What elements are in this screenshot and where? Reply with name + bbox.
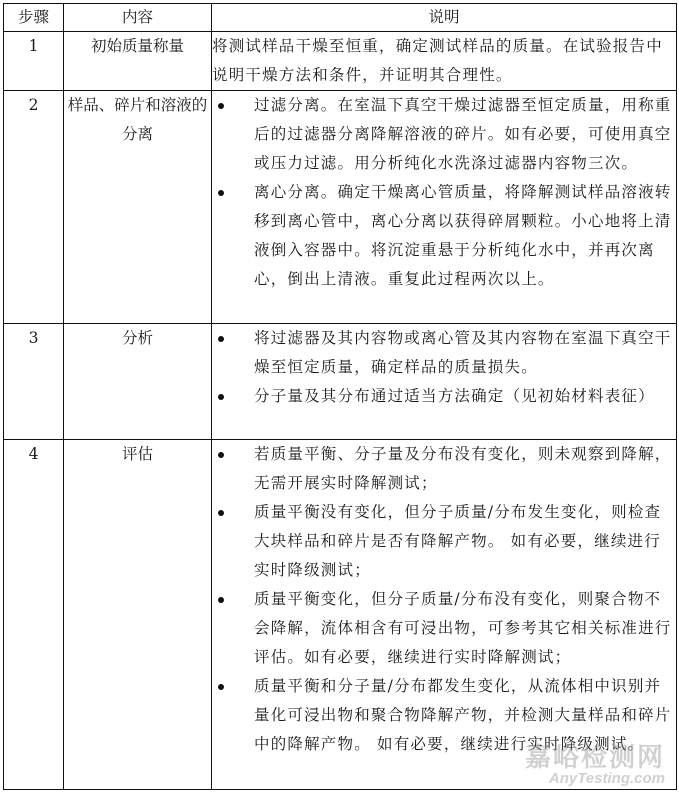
step-number: 2 bbox=[4, 91, 64, 324]
header-content: 内容 bbox=[64, 4, 212, 32]
list-item bbox=[212, 672, 676, 759]
list-item bbox=[212, 498, 676, 585]
list-item-text: 质量平衡变化，但分子质量/分布没有变化，则聚合物不会降解，流体相含有可浸出物，可参考其它相关标准进行评估。如有必要，继续进行实时降解测试； bbox=[254, 590, 672, 666]
list-item bbox=[212, 440, 676, 498]
bullet-list bbox=[212, 91, 676, 294]
header-description: 说明 bbox=[212, 4, 677, 32]
bullet-list bbox=[212, 324, 676, 411]
list-item bbox=[212, 585, 676, 672]
step-description bbox=[212, 324, 677, 440]
step-content: 样品、碎片和溶液的分离 bbox=[64, 91, 212, 324]
table-row bbox=[4, 324, 677, 440]
step-content: 评估 bbox=[64, 440, 212, 790]
procedure-table bbox=[3, 3, 677, 790]
list-item-text: 质量平衡没有变化，但分子质量/分布发生变化，则检查大块样品和碎片是否有降解产物。 如有必要，继续进行实时降级测试； bbox=[254, 503, 662, 579]
step-content: 分析 bbox=[64, 324, 212, 440]
bullet-icon bbox=[218, 103, 224, 109]
bullet-icon bbox=[218, 452, 224, 458]
list-item bbox=[212, 324, 676, 382]
step-number: 3 bbox=[4, 324, 64, 440]
step-description bbox=[212, 440, 677, 790]
bullet-icon bbox=[218, 684, 224, 690]
bullet-icon bbox=[218, 336, 224, 342]
list-item-text: 分子量及其分布通过适当方法确定（见初始材料表征） bbox=[254, 387, 655, 405]
step-description: 将测试样品干燥至恒重，确定测试样品的质量。在试验报告中说明干燥方法和条件，并证明其合理性。 bbox=[212, 32, 677, 91]
table-row bbox=[4, 440, 677, 790]
bullet-icon bbox=[218, 510, 224, 516]
watermark-en: AnyTesting.com bbox=[548, 770, 665, 787]
table-header-row bbox=[4, 4, 677, 32]
list-item bbox=[212, 382, 676, 411]
list-item-text: 将过滤器及其内容物或离心管及其内容物在室温下真空干燥至恒定质量，确定样品的质量损失。 bbox=[254, 329, 672, 376]
list-item bbox=[212, 178, 676, 294]
step-number: 1 bbox=[4, 32, 64, 91]
header-step: 步骤 bbox=[4, 4, 64, 32]
list-item-text: 质量平衡和分子量/分布都发生变化，从流体相中识别并量化可浸出物和聚合物降解产物，并检测大量样品和碎片中的降解产物。 如有必要，继续进行实时降级测试。 bbox=[254, 677, 672, 753]
list-item bbox=[212, 91, 676, 178]
step-description bbox=[212, 91, 677, 324]
table-row bbox=[4, 91, 677, 324]
watermark-cn: 嘉峪检测网 bbox=[524, 743, 665, 773]
bullet-icon bbox=[218, 394, 224, 400]
bullet-list bbox=[212, 440, 676, 759]
bullet-icon bbox=[218, 597, 224, 603]
table-row bbox=[4, 32, 677, 91]
list-item-text: 离心分离。确定干燥离心管质量，将降解测试样品溶液转移到离心管中，离心分离以获得碎屑颗粒。小心地将上清液倒入容器中。将沉淀重悬于分析纯化水中，并再次离心，倒出上清液。重复此过程两次以上。 bbox=[254, 183, 672, 288]
bullet-icon bbox=[218, 190, 224, 196]
step-number: 4 bbox=[4, 440, 64, 790]
list-item-text: 若质量平衡、分子量及分布没有变化，则未观察到降解，无需开展实时降解测试； bbox=[254, 445, 672, 492]
list-item-text: 过滤分离。在室温下真空干燥过滤器至恒定质量，用称重后的过滤器分离降解溶液的碎片。如有必要，可使用真空或压力过滤。用分析纯化水洗涤过滤器内容物三次。 bbox=[254, 96, 672, 172]
step-content: 初始质量称量 bbox=[64, 32, 212, 91]
